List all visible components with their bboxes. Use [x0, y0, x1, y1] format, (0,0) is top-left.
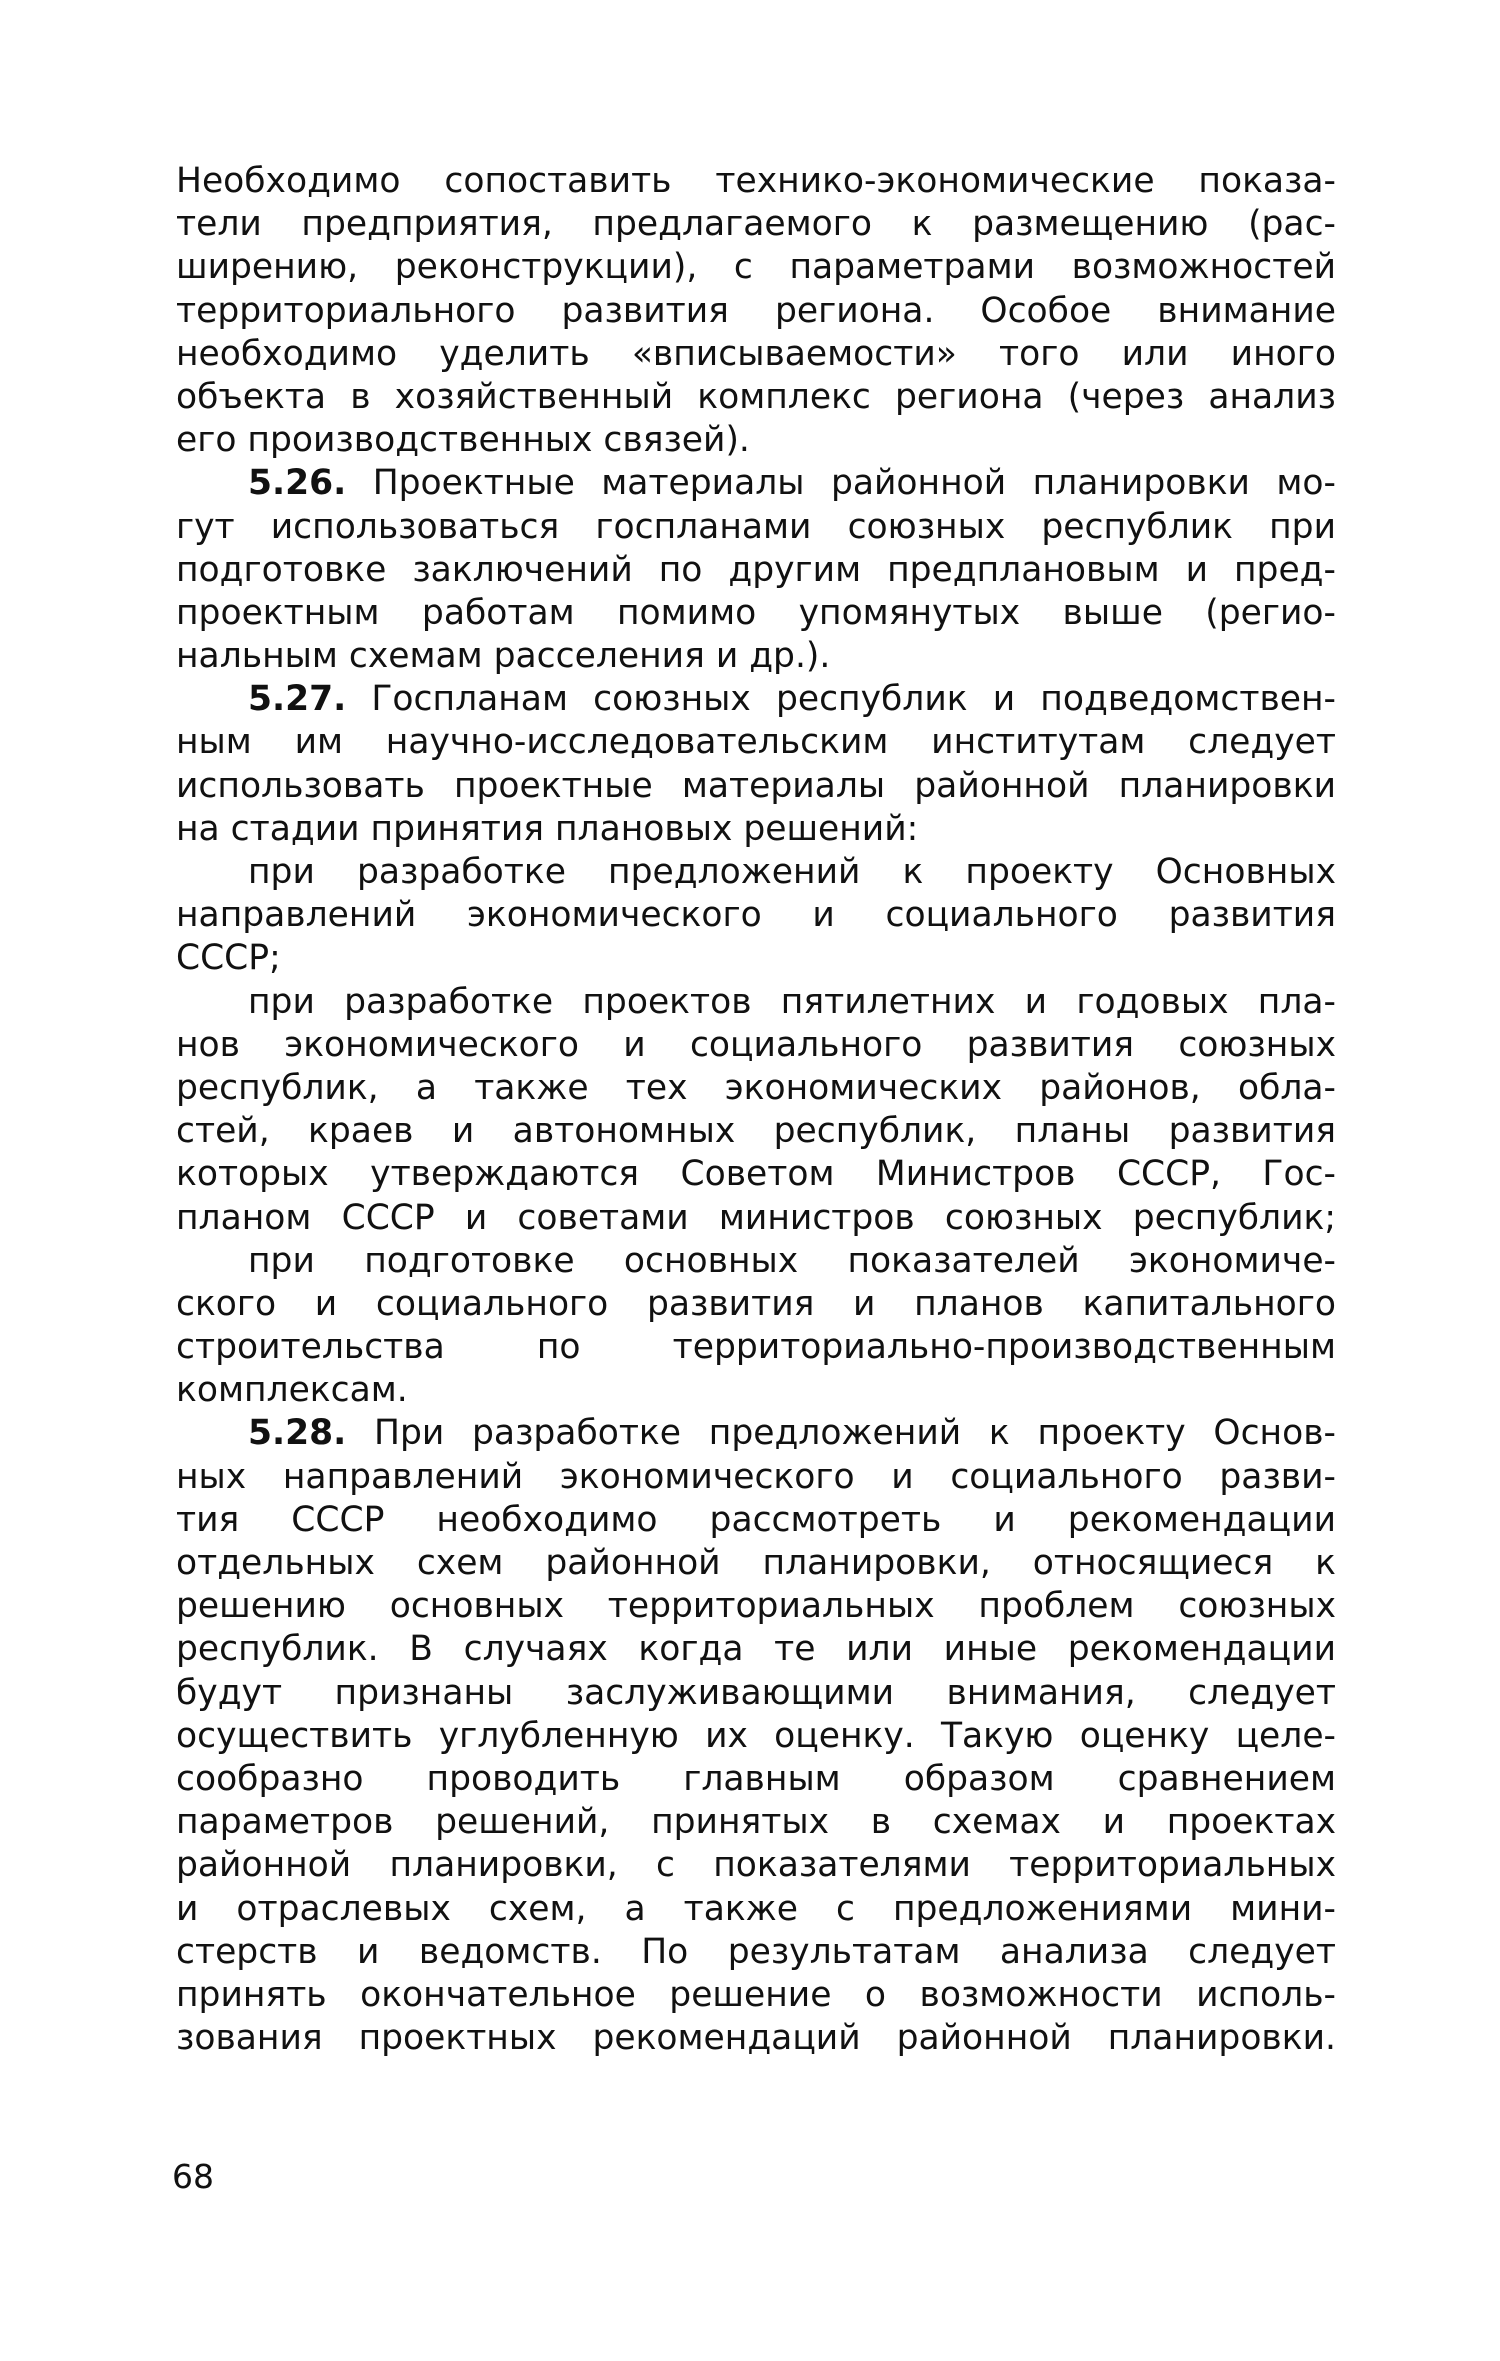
text-line: территориального развития региона. Особое внимание [176, 290, 1336, 331]
text-line: комплексам. [176, 1370, 408, 1411]
text-line: принять окончательное решение о возможности исполь- [176, 1974, 1336, 2015]
text-line: республик, а также тех экономических районов, обла- [176, 1067, 1336, 1108]
paragraph-5-28 [176, 1412, 1336, 2060]
text-line: стерств и ведомств. По результатам анализа следует [176, 1931, 1336, 1972]
text-line: Необходимо сопоставить технико-экономические показа- [176, 161, 1336, 201]
text-line: при подготовке основных показателей экономиче- [248, 1240, 1336, 1281]
text-line: строительства по территориально-производственным [176, 1327, 1336, 1368]
text-line: будут признаны заслуживающими внимания, следует [176, 1672, 1336, 1713]
text-line: осуществить углубленную их оценку. Такую оценку целе- [176, 1715, 1336, 1756]
text-line: при разработке проектов пятилетних и годовых пла- [248, 981, 1336, 1022]
list-item [176, 1240, 1336, 1413]
clause-number: 5.26. [248, 463, 347, 504]
text-line: ным им научно-исследовательским институтам следует [176, 722, 1336, 763]
text-line: проектным работам помимо упомянутых выше (регио- [176, 592, 1336, 633]
text-line: тели предприятия, предлагаемого к размещению (рас- [176, 204, 1336, 245]
paragraph-5-27 [176, 678, 1336, 851]
text-line: параметров решений, принятых в схемах и проектах [176, 1802, 1336, 1843]
list-item [176, 981, 1336, 1240]
text-line: ского и социального развития и планов капитального [176, 1283, 1336, 1324]
text-line: районной планировки, с показателями территориальных [176, 1845, 1336, 1886]
clause-number: 5.27. [248, 679, 347, 720]
page-number: 68 [172, 2157, 214, 2196]
paragraph-5-26 [176, 462, 1336, 678]
text-line: сообразно проводить главным образом сравнением [176, 1758, 1336, 1799]
text-line: при разработке предложений к проекту Основных [248, 852, 1336, 892]
text-line: гут использоваться госпланами союзных республик при [176, 506, 1336, 547]
text-line: планом СССР и советами министров союзных республик; [176, 1197, 1336, 1238]
text-line: необходимо уделить «вписываемости» того или иного [176, 333, 1336, 374]
text-line: отдельных схем районной планировки, относящиеся к [176, 1543, 1336, 1583]
text-line: использовать проектные материалы районной планировки [176, 765, 1336, 806]
text-line: направлений экономического и социального развития [176, 895, 1336, 936]
list-item [176, 851, 1336, 981]
text-line-content: При разработке предложений к проекту Основ- [374, 1413, 1336, 1454]
text-line: объекта в хозяйственный комплекс региона (через анализ [176, 376, 1336, 417]
text-line: стей, краев и автономных республик, планы развития [176, 1111, 1336, 1152]
text-line-content: Госпланам союзных республик и подведомствен- [371, 679, 1336, 720]
text-line [176, 1412, 1336, 1455]
text-line: тия СССР необходимо рассмотреть и рекомендации [176, 1499, 1336, 1540]
text-line: нов экономического и социального развития союзных [176, 1024, 1336, 1065]
text-line: и отраслевых схем, а также с предложениями мини- [176, 1888, 1336, 1929]
clause-number: 5.28. [248, 1413, 347, 1454]
text-line: республик. В случаях когда те или иные рекомендации [176, 1629, 1336, 1670]
text-line: СССР; [176, 938, 281, 979]
text-line [176, 678, 1336, 721]
text-line: ширению, реконструкции), с параметрами возможностей [176, 247, 1336, 288]
text-line: ных направлений экономического и социального разви- [176, 1456, 1336, 1497]
text-line: его производственных связей). [176, 420, 750, 461]
text-line: подготовке заключений по другим предплановым и пред- [176, 549, 1336, 590]
body-text [176, 160, 1336, 2060]
text-line: зования проектных рекомендаций районной планировки. [176, 2018, 1336, 2059]
text-line: решению основных территориальных проблем союзных [176, 1586, 1336, 1627]
text-line: на стадии принятия плановых решений: [176, 808, 919, 849]
text-line-content: Проектные материалы районной планировки мо- [372, 463, 1336, 504]
text-line: которых утверждаются Советом Министров СССР, Гос- [176, 1154, 1336, 1195]
paragraph [176, 160, 1336, 462]
text-line: нальным схемам расселения и др.). [176, 636, 831, 677]
text-line [176, 462, 1336, 505]
